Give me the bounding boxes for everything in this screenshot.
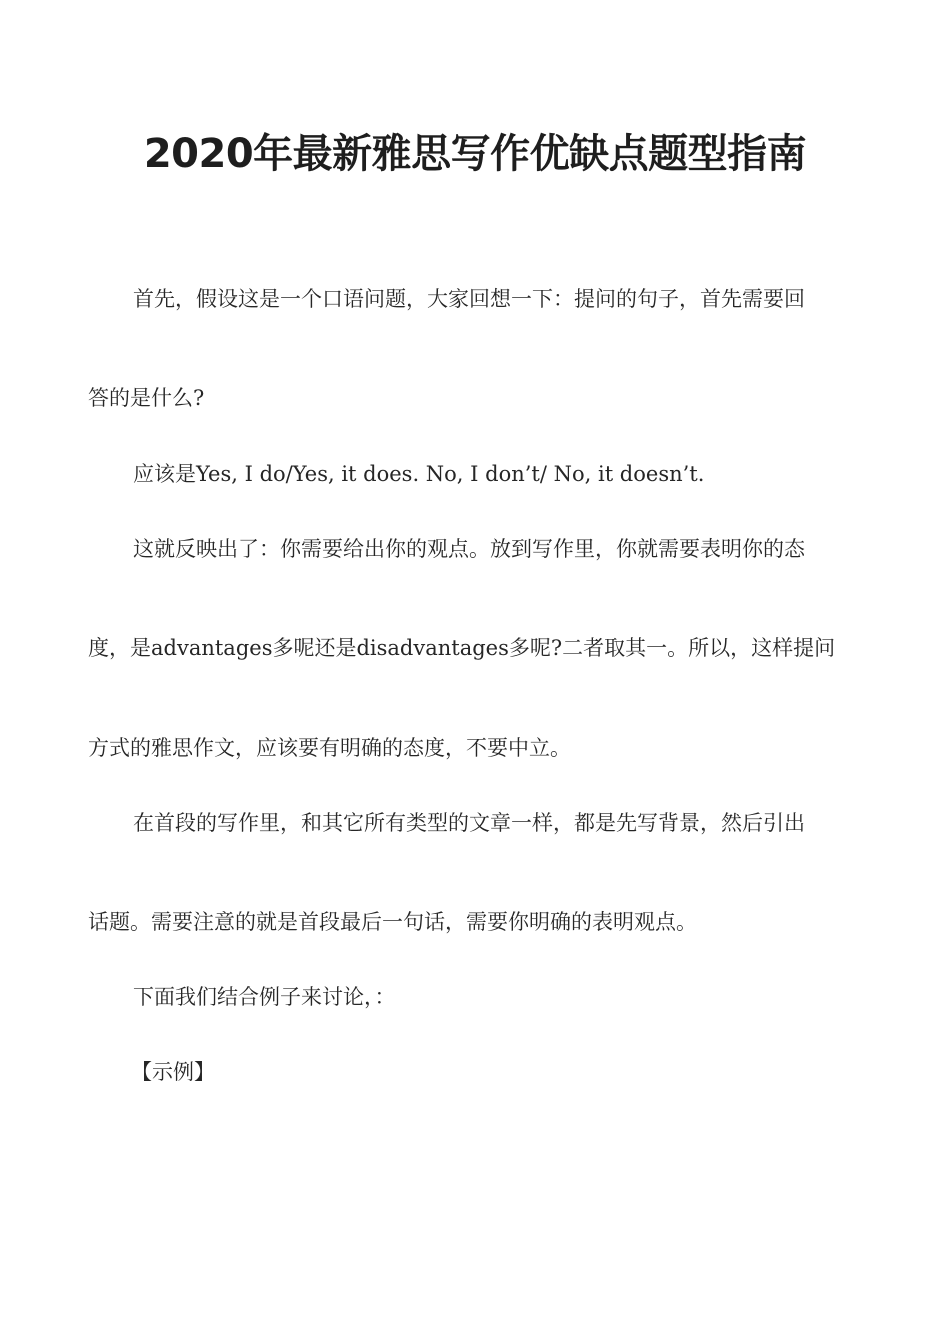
paragraph-line: 方式的雅思作文，应该要有明确的态度，不要中立。	[88, 736, 571, 760]
paragraph-line: 在首段的写作里，和其它所有类型的文章一样，都是先写背景，然后引出	[133, 811, 805, 835]
paragraph-line: 话题。需要注意的就是首段最后一句话，需要你明确的表明观点。	[88, 910, 697, 934]
paragraph-line: 答的是什么?	[88, 386, 205, 410]
paragraph-line: 应该是Yes, I do/Yes, it does. No, I don’t/ No, it doesn’t.	[133, 462, 705, 486]
paragraph-line: 下面我们结合例子来讨论，：	[133, 985, 396, 1009]
paragraph-line: 度，是advantages多呢还是disadvantages多呢?二者取其一。所以，这样提问	[88, 636, 836, 660]
paragraph-line: 这就反映出了：你需要给出你的观点。放到写作里，你就需要表明你的态	[133, 537, 805, 561]
document-title: 2020年最新雅思写作优缺点题型指南	[143, 131, 807, 177]
paragraph-line: 首先，假设这是一个口语问题，大家回想一下：提问的句子，首先需要回	[133, 287, 805, 311]
example-heading: 【示例】	[131, 1060, 215, 1084]
